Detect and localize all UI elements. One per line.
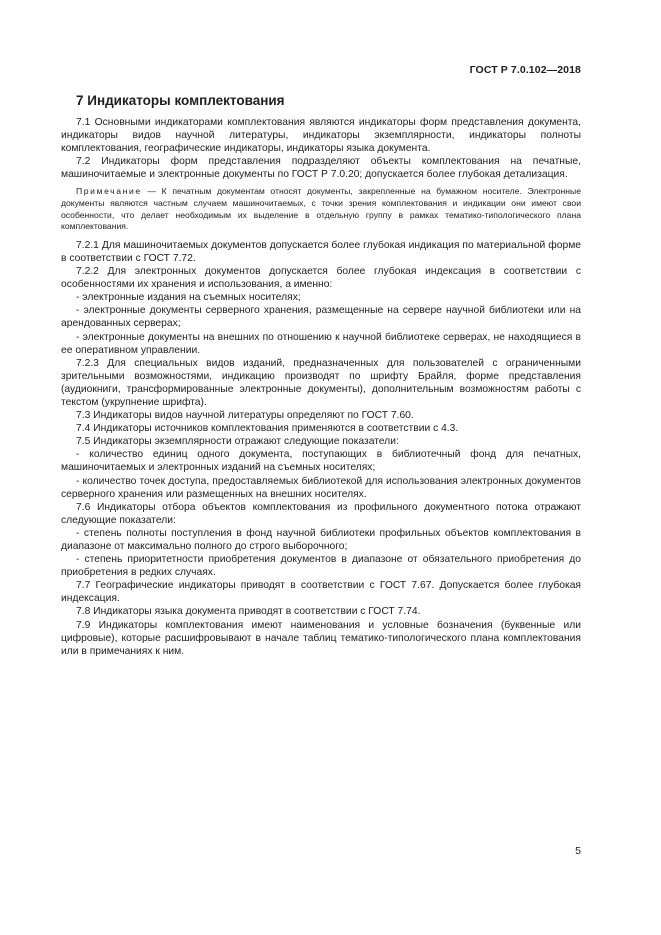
note	[61, 186, 581, 232]
paragraph-7-4: 7.4 Индикаторы источников комплектования применяются в соответствии с 4.3.	[76, 423, 459, 435]
paragraph-7-2-1: 7.2.1 Для машиночитаемых документов допускается более глубокая индикация по материальной форме в соответствии с ГОСТ 7.72.	[61, 239, 581, 264]
document-code-header: ГОСТ Р 7.0.102—2018	[469, 64, 581, 76]
note-label: Примечание	[76, 186, 142, 197]
paragraph-7-5: 7.5 Индикаторы экземплярности отражают следующие показатели:	[76, 436, 399, 448]
list-item: - количество точек доступа, предоставляемых библиотекой для использования электронных документов серверного хранения или размещенных на внешних носителях.	[61, 475, 581, 500]
paragraph-7-2-3: 7.2.3 Для специальных видов изданий, предназначенных для пользователей с ограниченными зрительными возможностями, индикацию производят по шрифту Брайля, форме представления (аудиокниги, трансформированные электронные документы), дополнительным возможностям работы с текстом (укрупнение шрифта).	[61, 357, 581, 408]
section-heading: 7 Индикаторы комплектования	[76, 93, 285, 108]
body-text	[61, 116, 581, 658]
paragraph-7-2-2: 7.2.2 Для электронных документов допускается более глубокая индексация в соответствии с особенностями их хранения и использования, а именно:	[61, 266, 581, 291]
list-item: - количество единиц одного документа, поступающих в библиотечный фонд для печатных, машиночитаемых и электронных изданий на съемных носителях;	[61, 449, 581, 474]
list-item: - электронные документы на внешних по отношению к научной библиотеке серверах, не находящиеся в ее оперативном управлении.	[61, 331, 581, 356]
paragraph-7-7: 7.7 Географические индикаторы приводят в соответствии с ГОСТ 7.67. Допускается более глубокая индексация.	[61, 580, 581, 605]
list-item: - степень приоритетности приобретения документов в диапазоне от обязательного приобретения до приобретения в редких случаях.	[61, 554, 581, 579]
list-item: - степень полноты поступления в фонд научной библиотеки профильных объектов комплектования в диапазоне от максимально полного до строго выборочного;	[61, 527, 581, 552]
page-number: 5	[575, 845, 581, 857]
paragraph-7-9: 7.9 Индикаторы комплектования имеют наименования и условные бозначения (буквенные или цифровые), которые расшифровывают в начале таблиц тематико-типологического плана комплектования или в примечаниях к ним.	[61, 619, 581, 657]
paragraph-7-8: 7.8 Индикаторы языка документа приводят в соответствии с ГОСТ 7.74.	[76, 606, 421, 618]
list-item: - электронные документы серверного хранения, размещенные на сервере научной библиотеки или на арендованных серверах;	[61, 305, 581, 330]
paragraph-7-2: 7.2 Индикаторы форм представления подразделяют объекты комплектования на печатные, машиночитаемые и электронные документы по ГОСТ Р 7.0.20; допускается более глубокая детализация.	[61, 156, 581, 181]
list-item: - электронные издания на съемных носителях;	[76, 292, 301, 304]
note-text: — К печатным документам относят документы, закрепленные на бумажном носителе. Электронные документы являются частным случаем машиночитаемых, с точки зрения комплектования и индикации они имеют свои особенности, что делает необходимым их выделение в отдельную группу в рамках тематико-типологического плана комплектования.	[61, 186, 581, 232]
paragraph-7-3: 7.3 Индикаторы видов научной литературы определяют по ГОСТ 7.60.	[76, 410, 414, 422]
paragraph-7-6: 7.6 Индикаторы отбора объектов комплектования из профильного документного потока отражают следующие показатели:	[61, 501, 581, 526]
paragraph-7-1: 7.1 Основными индикаторами комплектования являются индикаторы форм представления документа, индикаторы видов научной литературы, индикаторы экземплярности, индикаторы полноты комплектования, географические индикаторы, индикаторы языка документа.	[61, 117, 581, 155]
